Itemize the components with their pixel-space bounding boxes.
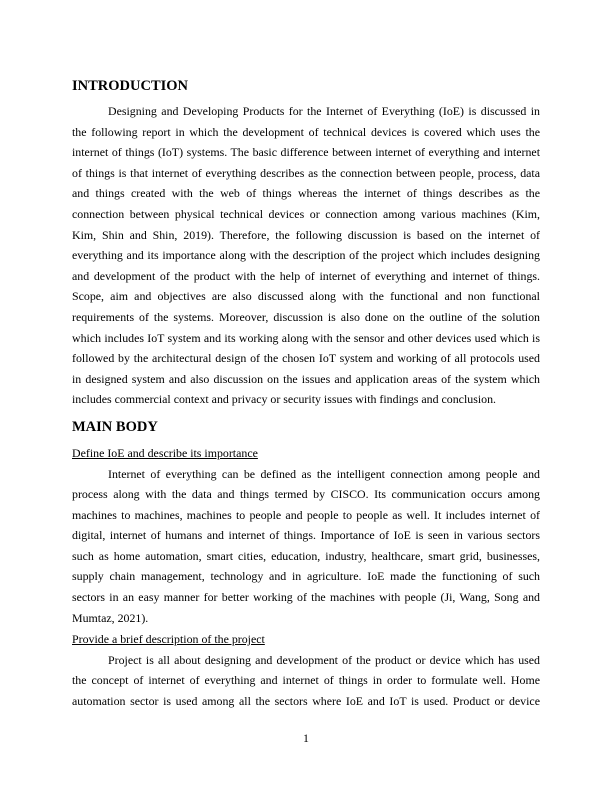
- introduction-heading: INTRODUCTION: [72, 78, 189, 94]
- page-content: [72, 76, 540, 712]
- page-number: 1: [303, 731, 309, 745]
- subsection-paragraph-define-ioe: Internet of everything can be defined as the intelligent connection among people and process along with the data and things termed by CISCO. Its communication occurs among machines to machines, machines to people and people to people as well. It includes internet of digital, internet of humans and internet of things. Importance of IoE is seen in various sectors such as home automation, smart cities, education, industry, healthcare, smart grid, businesses, supply chain management, technology and in agriculture. IoE made the functioning of such sectors in an easy manner for better working of the machines with people (Ji, Wang, Song and Mumtaz, 2021).: [72, 466, 540, 625]
- introduction-paragraph: Designing and Developing Products for the Internet of Everything (IoE) is discussed in the following report in which the development of technical devices is covered which uses the internet of things (IoT) systems. The basic difference between internet of everything and internet of things is that internet of everything describes as the connection between people, process, data and things created with the web of things whereas the internet of things describes as the connection between physical technical devices or connection among various machines (Kim, Kim, Shin and Shin, 2019). Therefore, the following discussion is based on the internet of everything and its importance along with the description of the project which includes designing and development of the product with the help of internet of everything and internet of things. Scope, aim and objectives are also discussed along with the functional and non functional requirements of the systems. Moreover, discussion is also done on the outline of the solution which includes IoT system and its working along with the sensor and other devices used which is followed by the architectural design of the chosen IoT system and working of all protocols used in designed system and also discussion on the issues and application areas of the system which includes commercial context and privacy or security issues with findings and conclusion.: [72, 104, 540, 407]
- subsection-paragraph-project-description: Project is all about designing and development of the product or device which has used the concept of internet of everything and internet of things in order to formulate well. Home automation sector is used among all the sectors where IoE and IoT is used. Product or device: [72, 652, 540, 709]
- main-body-heading: MAIN BODY: [72, 418, 158, 435]
- subsection-title-define-ioe: Define IoE and describe its importance: [72, 445, 258, 460]
- subsection-title-project-description: Provide a brief description of the project: [72, 632, 265, 647]
